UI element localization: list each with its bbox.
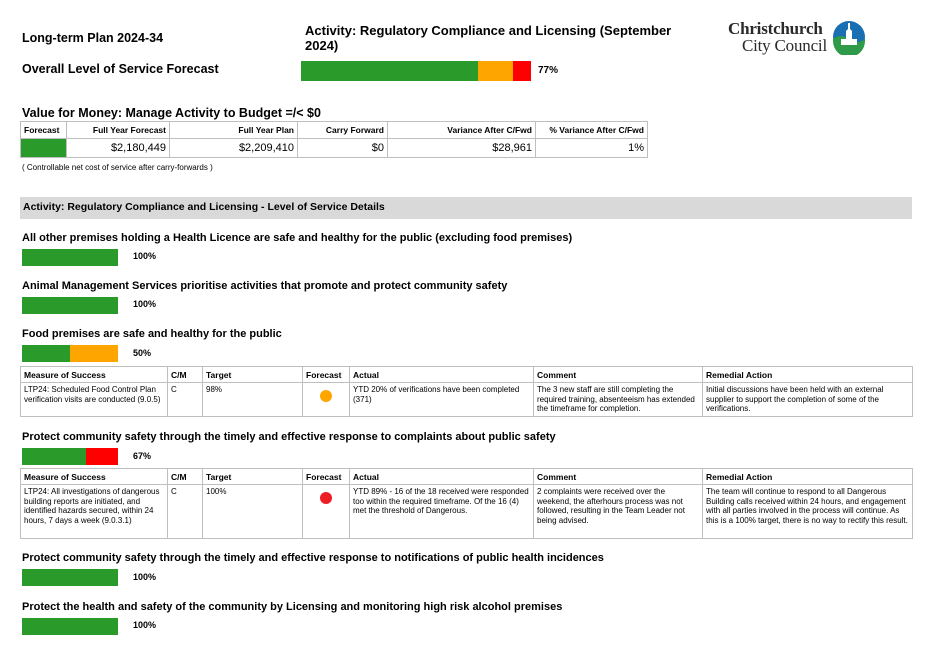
budget-full-year-forecast: $2,180,449 <box>67 139 170 158</box>
remedial-cell: The team will continue to respond to all Dangerous Building calls received within 24 hours, and engagement with all parties involved in the process will continue. As this is a 100% target, there is no way to rectify this result. <box>703 485 913 539</box>
budget-header-carry-forward: Carry Forward <box>298 122 388 139</box>
comment-header: Comment <box>534 469 703 485</box>
logo-text-line2: City Council <box>742 36 827 55</box>
bar-segment-green <box>301 61 478 81</box>
bar-segment-orange <box>70 345 118 362</box>
actual-cell: YTD 89% - 16 of the 18 received were responded too within the required timeframe. Of the 16 (4) met the threshold of Dangerous. <box>350 485 534 539</box>
measure-cell: LTP24: Scheduled Food Control Plan verification visits are conducted (9.0.5) <box>21 383 168 417</box>
council-logo <box>728 19 873 59</box>
target-cell: 100% <box>203 485 303 539</box>
measure-table <box>20 366 913 417</box>
budget-header-full-year-forecast: Full Year Forecast <box>67 122 170 139</box>
cm-header: C/M <box>168 469 203 485</box>
forecast-cell <box>303 383 350 417</box>
target-header: Target <box>203 469 303 485</box>
budget-note: ( Controllable net cost of service after carry-forwards ) <box>22 163 213 172</box>
cathedral-logo-icon <box>831 19 867 55</box>
overall-service-pct: 77% <box>538 65 559 76</box>
budget-header-forecast: Forecast <box>21 122 67 139</box>
measure-header: Measure of Success <box>21 367 168 383</box>
objective-pct: 67% <box>133 451 152 461</box>
budget-full-year-plan: $2,209,410 <box>170 139 298 158</box>
remedial-header: Remedial Action <box>703 367 913 383</box>
objective-pct: 100% <box>133 299 157 309</box>
budget-table <box>20 121 648 158</box>
bar-segment-green <box>22 249 118 266</box>
forecast-header: Forecast <box>303 469 350 485</box>
objective-bar <box>22 569 118 586</box>
objective-pct: 100% <box>133 251 157 261</box>
actual-header: Actual <box>350 367 534 383</box>
budget-title: Value for Money: Manage Activity to Budget =/< $0 <box>22 106 321 120</box>
overall-service-bar <box>301 61 531 81</box>
objective-bar <box>22 448 118 465</box>
overall-service-label: Overall Level of Service Forecast <box>22 62 219 76</box>
bar-segment-green <box>22 569 118 586</box>
objective-pct: 100% <box>133 572 157 582</box>
logo-text-line1: Christchurch <box>728 19 823 38</box>
objective-title: Protect community safety through the timely and effective response to complaints about public safety <box>22 431 556 443</box>
objective-pct: 50% <box>133 348 152 358</box>
measure-cell: LTP24: All investigations of dangerous building reports are initiated, and identified hazards secured, within 24 hours, 7 days a week (9.0.3.1) <box>21 485 168 539</box>
budget-pct-variance: 1% <box>536 139 648 158</box>
remedial-header: Remedial Action <box>703 469 913 485</box>
section-header: Activity: Regulatory Compliance and Licensing - Level of Service Details <box>20 197 912 219</box>
budget-header-variance: Variance After C/Fwd <box>388 122 536 139</box>
actual-cell: YTD 20% of verifications have been completed (371) <box>350 383 534 417</box>
activity-title: Activity: Regulatory Compliance and Licensing (September 2024) <box>305 23 672 53</box>
objective-bar <box>22 345 118 362</box>
budget-variance: $28,961 <box>388 139 536 158</box>
measure-header: Measure of Success <box>21 469 168 485</box>
remedial-cell: Initial discussions have been held with an external supplier to support the completion of some of the verifications. <box>703 383 913 417</box>
budget-header-full-year-plan: Full Year Plan <box>170 122 298 139</box>
bar-segment-orange <box>478 61 513 81</box>
table-row <box>21 485 913 539</box>
objective-title: Protect the health and safety of the community by Licensing and monitoring high risk alcohol premises <box>22 601 563 613</box>
budget-header-pct-variance: % Variance After C/Fwd <box>536 122 648 139</box>
target-header: Target <box>203 367 303 383</box>
actual-header: Actual <box>350 469 534 485</box>
forecast-status-dot <box>320 390 332 402</box>
objective-pct: 100% <box>133 620 157 630</box>
objective-title: Food premises are safe and healthy for the public <box>22 328 282 340</box>
bar-segment-green <box>22 345 70 362</box>
plan-title: Long-term Plan 2024-34 <box>22 31 164 45</box>
budget-forecast-indicator <box>21 139 67 158</box>
bar-segment-red <box>513 61 531 81</box>
comment-cell: The 3 new staff are still completing the required training, absenteeism has extended the timeframe for completion. <box>534 383 703 417</box>
measure-table <box>20 468 913 539</box>
table-row <box>21 383 913 417</box>
budget-carry-forward: $0 <box>298 139 388 158</box>
comment-header: Comment <box>534 367 703 383</box>
bar-segment-green <box>22 618 118 635</box>
forecast-cell <box>303 485 350 539</box>
bar-segment-green <box>22 448 86 465</box>
objective-title: All other premises holding a Health Licence are safe and healthy for the public (excluding food premises) <box>22 232 573 244</box>
target-cell: 98% <box>203 383 303 417</box>
forecast-status-dot <box>320 492 332 504</box>
objective-bar <box>22 618 118 635</box>
cm-header: C/M <box>168 367 203 383</box>
objective-bar <box>22 249 118 266</box>
forecast-header: Forecast <box>303 367 350 383</box>
objective-title: Animal Management Services prioritise activities that promote and protect community safety <box>22 280 508 292</box>
objective-title: Protect community safety through the timely and effective response to notifications of public health incidences <box>22 552 604 564</box>
bar-segment-green <box>22 297 118 314</box>
cm-cell: C <box>168 383 203 417</box>
objective-bar <box>22 297 118 314</box>
comment-cell: 2 complaints were received over the weekend, the afterhours process was not followed, resulting in the Team Leader not being advised. <box>534 485 703 539</box>
cm-cell: C <box>168 485 203 539</box>
bar-segment-red <box>86 448 118 465</box>
